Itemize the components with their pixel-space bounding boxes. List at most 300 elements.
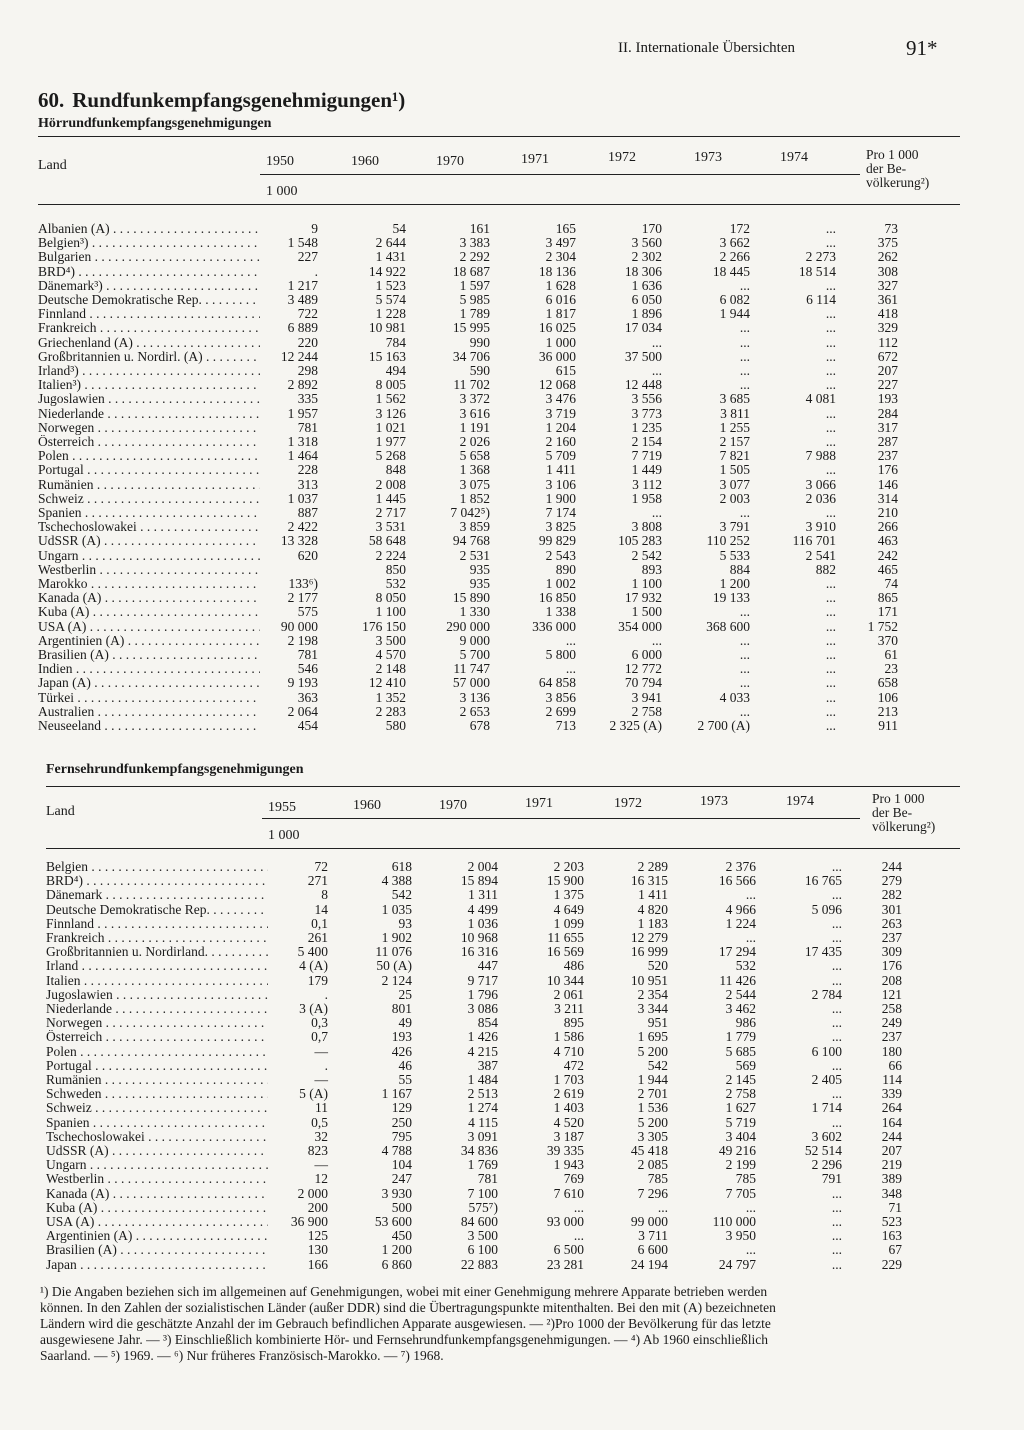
column-header-year: 1973 [700,794,728,809]
per-head-value: 308 [877,263,898,279]
table-row [38,563,960,577]
table-cell: ... [739,703,750,719]
table-cell: ... [651,505,662,520]
table-row [38,407,960,421]
table-cell: 25 [398,986,412,1002]
table-row [38,250,960,264]
table-cell: 1 769 [467,1157,498,1173]
table-cell: 1 037 [287,490,318,506]
table-cell: 1 627 [725,1100,756,1116]
table-cell: 713 [555,718,576,733]
table-cell: 7 705 [725,1185,756,1201]
per-head-value: 418 [877,306,898,322]
country-name: Portugal . . . [46,1059,268,1073]
table-cell: 1 100 [375,604,406,620]
table-cell: 3 711 [638,1228,668,1244]
table-cell: 532 [385,576,406,591]
table-cell: 1 852 [459,490,490,506]
country-name: Kuba (A) . . . [38,605,260,619]
table-cell: 5 096 [811,901,842,917]
country-name: Indien . . . [38,662,260,676]
table-cell: ... [739,377,750,393]
table-cell: 17 034 [624,320,662,336]
table-row [38,691,960,705]
table-cell: 14 922 [368,263,406,279]
table-cell: 1 431 [375,249,406,265]
table-cell: 176 150 [362,618,406,634]
table-cell: 12 068 [538,377,576,393]
table-cell: 55 [398,1072,412,1087]
table-cell: 3 560 [631,235,662,251]
table-cell: 5 200 [637,1114,668,1130]
country-name: Österreich . . . [38,435,260,449]
table-cell: 1 228 [375,306,406,322]
table-cell: 298 [297,363,318,378]
country-name: Rumänien . . . [46,1073,268,1087]
per-head-value: 207 [881,1143,902,1158]
table-cell: 227 [297,249,318,265]
table-cell: 4 388 [381,873,412,889]
table-cell: 18 687 [452,263,490,279]
country-name: Frankreich . . . [46,931,268,945]
table-cell: 1 977 [375,434,406,449]
table-cell: ... [565,661,576,677]
country-name: Westberlin . . . [38,563,260,577]
per-head-value: 361 [877,292,898,307]
per-head-header [866,148,929,190]
table-cell: 426 [391,1043,412,1059]
table-cell: ... [831,1214,842,1229]
table-cell: 1 375 [553,887,584,903]
country-name: Polen . . . [46,1045,268,1059]
table-cell: 0,3 [311,1015,328,1031]
table-cell: ... [739,675,750,691]
country-name: BRD⁴) . . . [46,874,268,888]
table-cell: 6 016 [545,292,576,307]
table-row [46,1030,960,1044]
table-cell: 1 200 [381,1242,412,1258]
per-head-value: 210 [877,505,898,520]
table-cell: 3 602 [811,1128,842,1144]
table-cell: ... [739,334,750,350]
per-head-line-3: völkerung²) [866,175,930,190]
table-row [38,435,960,449]
table-row [38,307,960,321]
country-name: Niederlande . . . [46,1002,268,1016]
table-row [46,1144,960,1158]
table-row [46,1258,960,1272]
table-row [38,421,960,435]
per-head-value: 207 [877,363,898,378]
column-header-year: 1960 [353,798,381,813]
table-row [38,378,960,392]
table-cell: 1 505 [719,462,750,478]
table-cell: 99 829 [538,533,576,549]
per-head-line-1: Pro 1 000 [866,147,919,162]
country-name: Deutsche Demokratische Rep. . . . [46,903,268,917]
per-head-value: 176 [881,958,902,974]
per-head-value: 301 [881,901,902,917]
table-cell: 99 000 [630,1214,668,1229]
table-row [38,279,960,293]
country-name: Österreich . . . [46,1030,268,1044]
table-cell: 3 662 [719,235,750,251]
country-name: Albanien (A) . . . [38,222,260,236]
table-cell: 16 566 [718,873,756,889]
table-cell: 2 531 [459,547,490,563]
table-cell: 125 [307,1228,328,1244]
table-cell: 6 100 [467,1242,498,1258]
table-cell: 12 279 [630,930,668,945]
country-name: Westberlin . . . [46,1172,268,1186]
table-cell: 450 [391,1228,412,1244]
table-cell: 1 445 [375,490,406,506]
table-cell: 9 193 [287,675,318,691]
header-bottom-rule [38,204,960,205]
per-head-value: 282 [881,887,902,903]
table-cell: 4 788 [381,1143,412,1158]
column-header-land: Land [46,804,75,819]
country-name: Großbritannien u. Nordirl. (A) . . . [38,350,260,364]
table-cell: 9 717 [467,972,498,988]
per-head-value: 106 [877,689,898,705]
per-head-value: 263 [881,915,902,931]
table-cell: 368 600 [706,618,750,634]
table-cell: 11 426 [719,972,756,988]
table-cell: 17 435 [804,944,842,960]
table-cell: 5 (A) [299,1086,328,1102]
per-head-value: 389 [881,1171,902,1187]
country-name: BRD⁴) . . . [38,265,260,279]
table-cell: 3 091 [467,1128,498,1144]
table-cell: 354 000 [618,618,662,634]
table-cell: 2 701 [637,1086,668,1102]
table-cell: 4 115 [468,1114,498,1130]
column-header-year: 1974 [786,794,814,809]
table-cell: 11 [315,1100,328,1116]
per-head-value: 23 [884,661,898,677]
table-cell: 620 [297,547,318,563]
table-cell: ... [739,363,750,378]
table-cell: 6 114 [806,292,836,307]
table-cell: 49 [398,1015,412,1031]
table-row [38,350,960,364]
table-cell: 200 [307,1199,328,1215]
country-name: Ungarn . . . [46,1158,268,1172]
table-cell: 887 [297,505,318,520]
table-row [38,605,960,619]
table-cell: ... [651,363,662,378]
per-head-value: 264 [881,1100,902,1116]
table-cell: 52 514 [804,1143,842,1158]
table-cell: 1 036 [467,915,498,931]
table-cell: 2 542 [631,547,662,563]
table-cell: 2 145 [725,1072,756,1087]
table-cell: 5 400 [297,944,328,960]
footnote-line: können. In den Zahlen der sozialistischen Länder (außer DDR) sind die Übertragungspunkte mitenthalten. Bei den mit (A) bezeichneten [40,1300,776,1315]
column-header-year: 1971 [521,152,549,167]
per-head-value: 114 [882,1072,902,1087]
table-cell: 110 252 [706,533,750,549]
table-cell: 179 [307,972,328,988]
table-cell: 3 825 [545,519,576,535]
per-head-value: 171 [877,604,898,620]
table-cell: 1 411 [546,462,576,478]
table-row [38,364,960,378]
per-head-value: 287 [877,434,898,449]
table-row [46,1002,960,1016]
table-cell: 1 167 [381,1086,412,1102]
table-cell: 890 [555,561,576,577]
table-cell: 12 244 [280,348,318,364]
table-row [38,293,960,307]
table-cell: 23 281 [546,1256,584,1272]
footnote-line: ausgewiesene Jahr. — ³) Einschließlich kombinierte Hör- und Fernsehrundfunkempfangsgenehmigungen. — ⁴) Ab 1960 einschließlich [40,1332,768,1347]
table-cell: 3 077 [719,476,750,492]
table-cell: 3 136 [459,689,490,705]
per-head-value: 121 [881,986,902,1002]
per-head-value: 213 [877,703,898,719]
country-name: USA (A) . . . [38,620,260,634]
per-head-value: 67 [888,1242,902,1258]
table-row [38,222,960,236]
per-head-value: 227 [877,377,898,393]
table-cell: ... [651,334,662,350]
country-name: Kanada (A) . . . [38,591,260,605]
table-cell: 46 [398,1057,412,1073]
table-row [46,974,960,988]
table-cell: 2 203 [553,859,584,874]
table-cell: — [314,1157,328,1173]
table-row [46,874,960,888]
table-cell: ... [825,377,836,393]
table-cell: 2 717 [375,505,406,520]
per-head-value: 1 752 [867,618,898,634]
table-row [46,860,960,874]
table-cell: 4 499 [467,901,498,917]
table-cell: 2 544 [725,986,756,1002]
table-cell: 4 215 [467,1043,498,1059]
per-head-value: 284 [877,405,898,421]
table-cell: 618 [391,859,412,874]
table-cell: 2 700 (A) [697,718,750,733]
table-cell: 3 811 [720,405,750,421]
table-cell: 2 157 [719,434,750,449]
table-cell: 4 570 [375,647,406,662]
table-cell: 6 889 [287,320,318,336]
table-cell: 0,1 [311,915,328,931]
table-cell: 5 200 [637,1043,668,1059]
table-cell: ... [831,859,842,874]
table-cell: 36 000 [538,348,576,364]
table-cell: 4 966 [725,901,756,917]
table-cell: 105 283 [618,533,662,549]
per-head-line-3: völkerung²) [872,819,936,834]
table-cell: 678 [469,718,490,733]
column-header-year: 1974 [780,150,808,165]
table-cell: ... [651,632,662,648]
table-cell: 6 600 [637,1242,668,1258]
footnote-line: ¹) Die Angaben beziehen sich im allgemeinen auf Genehmigungen, wobei mit einer Genehmigung mehrere Apparate betrieben werden [40,1284,768,1299]
table-cell: 5 719 [725,1114,756,1130]
table-cell: 3 497 [545,235,576,251]
table-cell: 3 910 [805,519,836,535]
table-cell: ... [825,618,836,634]
table-cell: 2 160 [545,434,576,449]
table-row [46,1243,960,1257]
table-cell: 520 [647,958,668,974]
table-cell: 3 941 [631,689,662,705]
table-cell: 17 932 [624,590,662,606]
table-cell: ... [739,647,750,662]
unit-label: 1 000 [268,828,300,843]
table-row [46,1158,960,1172]
table-cell: 781 [297,419,318,435]
table-cell: 1 944 [637,1072,668,1087]
table-cell: 45 418 [630,1143,668,1158]
table-row [46,1187,960,1201]
table-cell: 2 644 [375,235,406,251]
table-cell: 116 701 [792,533,836,549]
table-cell: 546 [297,661,318,677]
table-cell: 2 543 [545,547,576,563]
country-name: Niederlande . . . [38,407,260,421]
table-cell: 133⁶) [288,576,318,591]
column-header-year: 1955 [268,800,296,815]
table-cell: 2 061 [553,986,584,1002]
table-cell: 3 086 [467,1001,498,1016]
table-cell: 2 085 [637,1157,668,1173]
table-cell: 2 376 [725,859,756,874]
header-bottom-rule [46,848,960,849]
table-cell: 250 [391,1114,412,1130]
table-cell: 542 [391,887,412,903]
table-cell: 1 695 [637,1029,668,1045]
table-cell: 3 856 [545,689,576,705]
table-cell: 615 [555,363,576,378]
table-cell: 500 [391,1199,412,1215]
table-cell: 2 304 [545,249,576,265]
table-row [46,1215,960,1229]
table-cell: 261 [307,930,328,945]
table-cell: 1 411 [638,887,668,903]
table-cell: 3 556 [631,391,662,407]
table-cell: 93 [398,915,412,931]
table-cell: 7 100 [467,1185,498,1201]
table-cell: 2 784 [811,986,842,1002]
table-cell: 2 296 [811,1157,842,1173]
per-head-value: 176 [877,462,898,478]
country-name: Schweiz . . . [46,1101,268,1115]
country-name: Belgien³) . . . [38,236,260,250]
country-name: Kuba (A) . . . [46,1201,268,1215]
table-cell: ... [831,1199,842,1215]
table-cell: 785 [647,1171,668,1187]
table-cell: 1 191 [459,419,490,435]
table-cell: ... [831,930,842,945]
country-name: Spanien . . . [46,1116,268,1130]
per-head-value: 237 [877,448,898,464]
per-head-value: 865 [877,590,898,606]
table-cell: 18 445 [712,263,750,279]
table-cell: 36 900 [290,1214,328,1229]
table-cell: 1 562 [375,391,406,407]
table-cell: 15 995 [452,320,490,336]
table-cell: 1 586 [553,1029,584,1045]
table-cell: 882 [815,561,836,577]
column-header-year: 1970 [439,798,467,813]
country-name: Argentinien (A) . . . [46,1229,268,1243]
table-cell: 1 352 [375,689,406,705]
table-cell: 1 703 [553,1072,584,1087]
table-cell: 1 900 [545,490,576,506]
table-cell: 4 649 [553,901,584,917]
per-head-value: 61 [884,647,898,662]
table-cell: 5 700 [459,647,490,662]
per-head-value: 314 [877,490,898,506]
table-cell: 2 224 [375,547,406,563]
table-cell: ... [825,405,836,421]
column-header-year: 1950 [266,154,294,169]
column-header-year: 1970 [436,154,464,169]
table-cell: 1 943 [553,1157,584,1173]
country-name: Norwegen . . . [46,1016,268,1030]
table-cell: 1 449 [631,462,662,478]
table-cell: 53 600 [374,1214,412,1229]
column-header-year: 1960 [351,154,379,169]
table-row [46,1073,960,1087]
country-name: Ungarn . . . [38,549,260,563]
table-cell: ... [745,887,756,903]
table-row [38,534,960,548]
table-cell: ... [745,1199,756,1215]
table-cell: 1 597 [459,277,490,293]
table-cell: 785 [735,1171,756,1187]
table-cell: 2 199 [725,1157,756,1173]
table-cell: 7 174 [545,505,576,520]
table-cell: 64 858 [538,675,576,691]
table-cell: 34 836 [460,1143,498,1158]
table-cell: 2 292 [459,249,490,265]
table-cell: 1 311 [468,887,498,903]
table-cell: 784 [385,334,406,350]
table-cell: ... [745,930,756,945]
table-cell: 3 791 [719,519,750,535]
table-cell: 3 950 [725,1228,756,1244]
table-cell: ... [825,689,836,705]
country-name: Griechenland (A) . . . [38,336,260,350]
table-cell: 10 951 [630,972,668,988]
table-cell: 1 000 [545,334,576,350]
column-header-year: 1971 [525,796,553,811]
section-title: II. Internationale Übersichten [618,40,796,56]
table-cell: 6 082 [719,292,750,307]
per-head-value: 266 [877,519,898,535]
table-cell: 1 796 [467,986,498,1002]
per-head-value: 237 [881,1029,902,1045]
per-head-value: 74 [884,576,898,591]
table-cell: 3 500 [375,632,406,648]
radio-table [38,136,960,756]
table-cell: 0,7 [311,1029,328,1045]
table-cell: 5 985 [459,292,490,307]
country-name: Italien³) . . . [38,378,260,392]
table-cell: 5 709 [545,448,576,464]
table-cell: 848 [385,462,406,478]
table-cell: 54 [392,221,406,236]
table-cell: 791 [821,1171,842,1187]
table-cell: 4 520 [553,1114,584,1130]
